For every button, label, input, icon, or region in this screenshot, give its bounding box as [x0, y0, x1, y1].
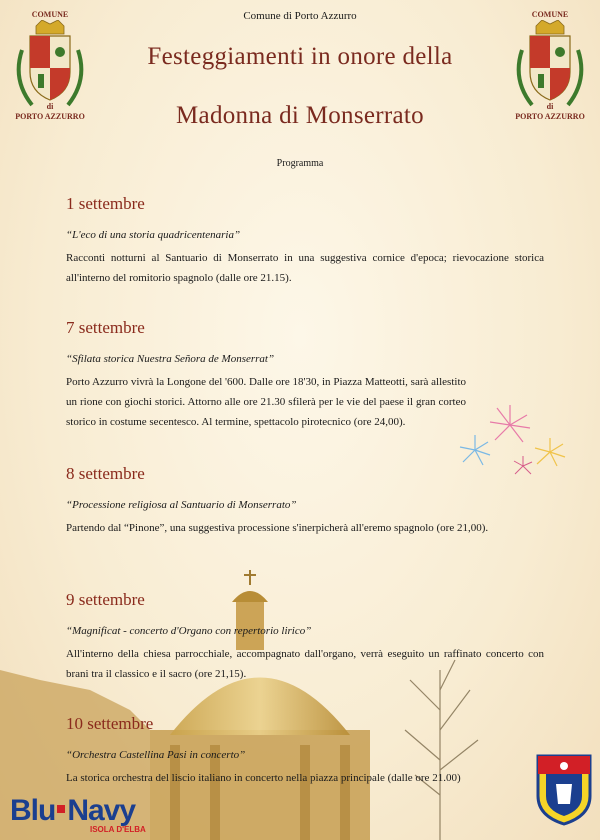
crest-text-bottom: PORTO AZZURRO: [515, 112, 585, 121]
event-section: [66, 464, 544, 538]
crest-text-top: COMUNE: [31, 10, 69, 19]
event-title: “Magnificat - concerto d'Organo con repertorio lirico”: [66, 625, 312, 637]
blunavy-logo: [10, 796, 190, 836]
crest-text-mid: di: [546, 102, 554, 111]
event-date: 8 settembre: [66, 464, 145, 483]
logo-part2: Navy: [67, 794, 136, 827]
event-date: 10 settembre: [66, 714, 154, 733]
comune-header: Comune di Porto Azzurro: [243, 10, 357, 22]
event-date: 9 settembre: [66, 590, 145, 609]
crest-text-top: COMUNE: [531, 10, 569, 19]
event-section: [66, 590, 544, 684]
event-description: La storica orchestra del liscio italiano in concerto nella piazza principale (dalle ore 21.00): [66, 772, 461, 784]
event-title: “L'eco di una storia quadricentenaria”: [66, 229, 241, 241]
event-date: 7 settembre: [66, 318, 145, 337]
logo-part1: Blu: [10, 794, 56, 827]
event-section: [66, 714, 544, 788]
page-title-line2: Madonna di Monserrato: [176, 102, 424, 129]
programma-label: Programma: [276, 158, 324, 169]
event-title: “Orchestra Castellina Pasi in concerto”: [66, 749, 246, 761]
shield-crest-icon: [536, 754, 592, 826]
event-date: 1 settembre: [66, 194, 145, 213]
page-title-line1: Festeggiamenti in onore della: [147, 43, 453, 70]
event-description: Racconti notturni al Santuario di Monserrato in una suggestiva cornice d'epoca; rievocazione storica all'interno del romitorio spagnolo (dalle ore 21.15).: [66, 252, 544, 284]
event-description: Porto Azzurro vivrà la Longone del '600. Dalle ore 18'30, in Piazza Matteotti, sarà allestito un rione con giochi storici. Attorno alle ore 21.30 sfilerà per le vie del paese il gran corteo storico in costume secentesco. Al termine, spettacolo pirotecnico (ore 24,00).: [66, 376, 466, 428]
event-description: All'interno della chiesa parrocchiale, accompagnato dall'organo, verrà eseguito un raffinato concerto con brani tra il classico e il sacro (ore 21,15).: [66, 648, 544, 680]
event-description: Partendo dal “Pinone”, una suggestiva processione s'inerpicherà all'eremo spagnolo (ore 21,00).: [66, 522, 489, 534]
crest-text-bottom: PORTO AZZURRO: [15, 112, 85, 121]
event-title: “Sfilata storica Nuestra Señora de Monserrat”: [66, 353, 275, 365]
logo-subtitle: ISOLA D'ELBA: [90, 825, 146, 834]
crest-text-mid: di: [46, 102, 54, 111]
event-section: [66, 194, 544, 288]
logo-cross-icon: [57, 805, 65, 813]
event-section: [66, 318, 544, 432]
event-title: “Processione religiosa al Santuario di Monserrato”: [66, 499, 297, 511]
